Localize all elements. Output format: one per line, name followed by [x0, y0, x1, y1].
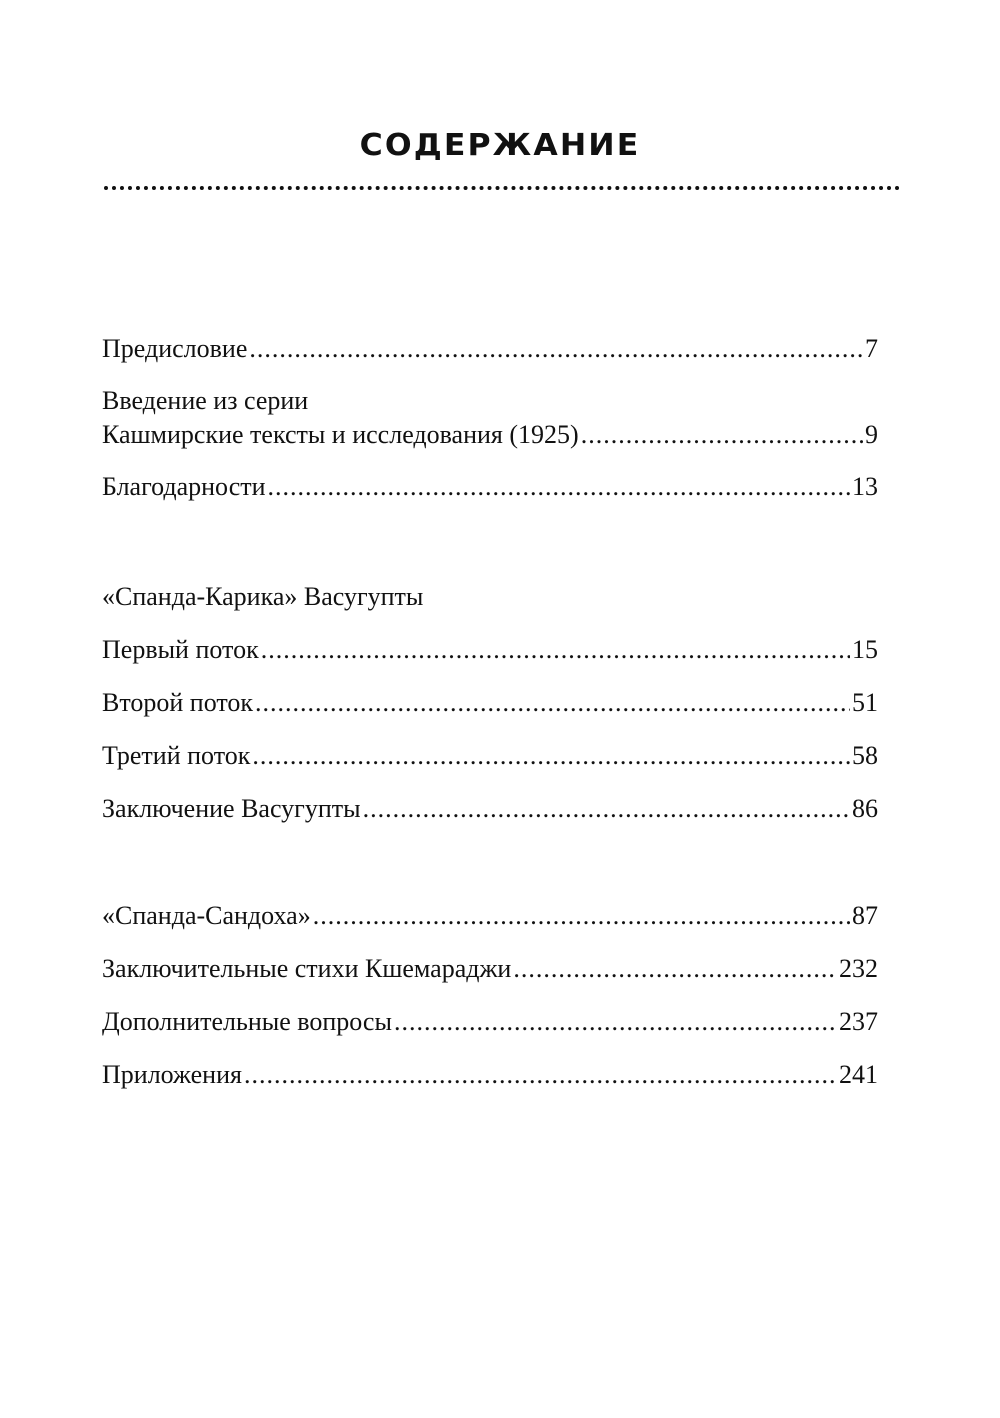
toc-entry-preface[interactable]	[102, 334, 878, 364]
toc-entry-label: Заключительные стихи Кшемараджи	[102, 954, 512, 983]
toc-section-heading: «Спанда-Карика» Васугупты	[102, 582, 424, 611]
page-title: СОДЕРЖАНИЕ	[359, 128, 641, 163]
toc-entry-page: 9	[865, 420, 878, 449]
toc-entry-label: Приложения	[102, 1060, 242, 1089]
toc-entry-label: Предисловие	[102, 334, 248, 363]
toc-entry-label: Заключение Васугупты	[102, 794, 361, 823]
dot-leader	[313, 901, 850, 931]
toc-entry-page: 13	[852, 472, 878, 501]
toc-entry-label: Первый поток	[102, 635, 259, 664]
toc-entry-first-stream[interactable]	[102, 635, 878, 665]
toc-entry-label: Кашмирские тексты и исследования (1925)	[102, 420, 579, 449]
dot-leader	[581, 420, 863, 450]
toc-entry-spanda-sandoha[interactable]	[102, 901, 878, 931]
toc-entry-page: 237	[839, 1007, 878, 1036]
title-dotted-rule	[104, 186, 900, 190]
toc-entry-label: Дополнительные вопросы	[102, 1007, 392, 1036]
toc-entry-third-stream[interactable]	[102, 741, 878, 771]
toc-entry-label: Второй поток	[102, 688, 253, 717]
dot-leader	[363, 794, 850, 824]
toc-entry-label-line1: Введение из серии	[102, 386, 309, 415]
dot-leader	[249, 334, 863, 364]
toc-entry-page: 86	[852, 794, 878, 823]
toc-entry-page: 7	[865, 334, 878, 363]
toc-entry-label: Третий поток	[102, 741, 251, 770]
toc-entry-label: «Спанда-Сандоха»	[102, 901, 311, 930]
toc-entry-page: 232	[839, 954, 878, 983]
toc-entry-closing-verses[interactable]	[102, 954, 878, 984]
dot-leader	[268, 472, 850, 502]
toc-entry-appendices[interactable]	[102, 1060, 878, 1090]
toc-entry-vasugupta-conclusion[interactable]	[102, 794, 878, 824]
toc-entry-additional-questions[interactable]	[102, 1007, 878, 1037]
toc-entry-page: 51	[852, 688, 878, 717]
dot-leader	[244, 1060, 837, 1090]
toc-entry-page: 87	[852, 901, 878, 930]
toc-entry-label: Благодарности	[102, 472, 266, 501]
dot-leader	[513, 954, 837, 984]
toc-entry-page: 58	[852, 741, 878, 770]
toc-entry-introduction[interactable]	[102, 386, 878, 450]
toc-entry-page: 241	[839, 1060, 878, 1089]
dot-leader	[261, 635, 850, 665]
toc-entry-acknowledgements[interactable]	[102, 472, 878, 502]
toc-entry-page: 15	[852, 635, 878, 664]
dot-leader	[394, 1007, 837, 1037]
toc-entry-second-stream[interactable]	[102, 688, 878, 718]
dot-leader	[255, 688, 850, 718]
dot-leader	[252, 741, 850, 771]
